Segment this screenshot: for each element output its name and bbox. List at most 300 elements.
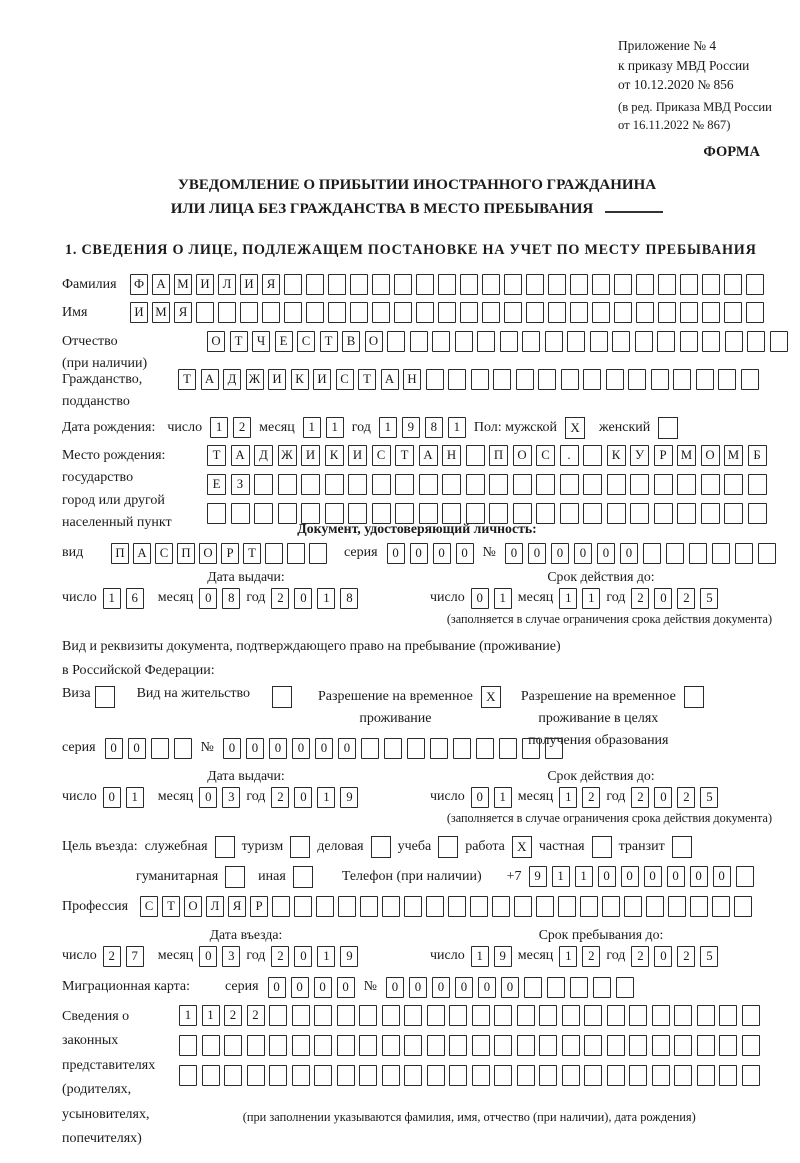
char-box[interactable]: О: [184, 896, 202, 917]
char-box[interactable]: Д: [223, 369, 241, 390]
char-box[interactable]: 0: [598, 866, 616, 887]
char-box[interactable]: Т: [162, 896, 180, 917]
char-box[interactable]: 0: [199, 787, 217, 808]
char-box[interactable]: 1: [103, 588, 121, 609]
char-box[interactable]: 0: [128, 738, 146, 759]
char-box[interactable]: [570, 302, 588, 323]
char-box[interactable]: [570, 274, 588, 295]
char-box[interactable]: 1: [471, 946, 489, 967]
char-box[interactable]: [262, 302, 280, 323]
representatives-boxes-line3[interactable]: [179, 1065, 760, 1086]
char-box[interactable]: [360, 896, 378, 917]
char-box[interactable]: 0: [338, 738, 356, 759]
char-box[interactable]: [680, 274, 698, 295]
char-box[interactable]: [247, 1035, 265, 1056]
char-box[interactable]: [224, 1035, 242, 1056]
char-box[interactable]: [741, 369, 759, 390]
char-box[interactable]: [651, 369, 669, 390]
char-box[interactable]: [770, 331, 788, 352]
char-box[interactable]: 1: [559, 787, 577, 808]
char-box[interactable]: [612, 331, 630, 352]
char-box[interactable]: А: [133, 543, 151, 564]
purpose-other-checkbox[interactable]: [293, 866, 313, 888]
char-box[interactable]: Л: [218, 274, 236, 295]
char-box[interactable]: [583, 474, 602, 495]
char-box[interactable]: 1: [317, 787, 335, 808]
char-box[interactable]: [689, 543, 707, 564]
char-box[interactable]: У: [630, 445, 649, 466]
char-box[interactable]: О: [701, 445, 720, 466]
char-box[interactable]: 2: [271, 946, 289, 967]
char-box[interactable]: 0: [199, 946, 217, 967]
char-box[interactable]: 3: [222, 787, 240, 808]
char-box[interactable]: 0: [597, 543, 615, 564]
char-box[interactable]: [350, 302, 368, 323]
char-box[interactable]: 9: [402, 417, 420, 438]
profession-boxes[interactable]: [140, 896, 752, 917]
char-box[interactable]: [560, 474, 579, 495]
migration-number-boxes[interactable]: [386, 977, 634, 998]
char-box[interactable]: [314, 1035, 332, 1056]
char-box[interactable]: М: [724, 445, 743, 466]
char-box[interactable]: [432, 331, 450, 352]
char-box[interactable]: [526, 274, 544, 295]
char-box[interactable]: Т: [358, 369, 376, 390]
char-box[interactable]: 0: [105, 738, 123, 759]
char-box[interactable]: 2: [103, 946, 121, 967]
char-box[interactable]: [630, 474, 649, 495]
char-box[interactable]: [701, 503, 720, 524]
temp-residence-checkbox[interactable]: X: [481, 686, 501, 708]
char-box[interactable]: [746, 274, 764, 295]
char-box[interactable]: [629, 1005, 647, 1026]
char-box[interactable]: [668, 896, 686, 917]
char-box[interactable]: [643, 543, 661, 564]
stay-month-boxes[interactable]: [559, 946, 600, 967]
char-box[interactable]: [606, 369, 624, 390]
char-box[interactable]: [448, 896, 466, 917]
char-box[interactable]: [562, 1035, 580, 1056]
char-box[interactable]: [287, 543, 305, 564]
char-box[interactable]: 1: [559, 588, 577, 609]
residence-number-boxes[interactable]: [223, 738, 563, 759]
char-box[interactable]: [680, 302, 698, 323]
char-box[interactable]: [202, 1035, 220, 1056]
char-box[interactable]: [348, 474, 367, 495]
char-box[interactable]: И: [313, 369, 331, 390]
char-box[interactable]: [489, 474, 508, 495]
char-box[interactable]: [218, 302, 236, 323]
char-box[interactable]: [477, 331, 495, 352]
char-box[interactable]: 8: [222, 588, 240, 609]
char-box[interactable]: [328, 274, 346, 295]
char-box[interactable]: [514, 896, 532, 917]
char-box[interactable]: 9: [340, 946, 358, 967]
char-box[interactable]: [748, 474, 767, 495]
char-box[interactable]: И: [196, 274, 214, 295]
char-box[interactable]: [517, 1035, 535, 1056]
char-box[interactable]: [494, 1005, 512, 1026]
char-box[interactable]: Б: [748, 445, 767, 466]
char-box[interactable]: [724, 302, 742, 323]
char-box[interactable]: 0: [501, 977, 519, 998]
char-box[interactable]: 1: [317, 588, 335, 609]
char-box[interactable]: [306, 302, 324, 323]
char-box[interactable]: [636, 302, 654, 323]
char-box[interactable]: 0: [291, 977, 309, 998]
char-box[interactable]: 0: [644, 866, 662, 887]
char-box[interactable]: [472, 1065, 490, 1086]
char-box[interactable]: [151, 738, 169, 759]
char-box[interactable]: [455, 331, 473, 352]
birth-day-boxes[interactable]: [210, 417, 251, 438]
char-box[interactable]: [674, 1065, 692, 1086]
char-box[interactable]: [712, 896, 730, 917]
char-box[interactable]: 1: [494, 588, 512, 609]
char-box[interactable]: [548, 302, 566, 323]
char-box[interactable]: [545, 331, 563, 352]
birth-place-boxes-line2[interactable]: [207, 474, 767, 495]
char-box[interactable]: [449, 1035, 467, 1056]
char-box[interactable]: [309, 543, 327, 564]
identity-valid-day-boxes[interactable]: [471, 588, 512, 609]
char-box[interactable]: [630, 503, 649, 524]
char-box[interactable]: [677, 474, 696, 495]
char-box[interactable]: [504, 274, 522, 295]
char-box[interactable]: 1: [179, 1005, 197, 1026]
char-box[interactable]: [616, 977, 634, 998]
doc-number-boxes[interactable]: [505, 543, 776, 564]
char-box[interactable]: [404, 1035, 422, 1056]
char-box[interactable]: [646, 896, 664, 917]
char-box[interactable]: [680, 331, 698, 352]
char-box[interactable]: 0: [574, 543, 592, 564]
char-box[interactable]: [292, 1035, 310, 1056]
char-box[interactable]: [382, 1035, 400, 1056]
char-box[interactable]: [548, 274, 566, 295]
char-box[interactable]: [407, 738, 425, 759]
char-box[interactable]: [404, 1005, 422, 1026]
char-box[interactable]: С: [336, 369, 354, 390]
char-box[interactable]: [513, 474, 532, 495]
char-box[interactable]: [314, 1005, 332, 1026]
char-box[interactable]: [504, 302, 522, 323]
char-box[interactable]: [254, 474, 273, 495]
char-box[interactable]: [384, 738, 402, 759]
char-box[interactable]: 2: [631, 588, 649, 609]
char-box[interactable]: [466, 445, 485, 466]
char-box[interactable]: [697, 1005, 715, 1026]
char-box[interactable]: 0: [667, 866, 685, 887]
char-box[interactable]: [466, 474, 485, 495]
char-box[interactable]: 0: [292, 738, 310, 759]
char-box[interactable]: [516, 369, 534, 390]
char-box[interactable]: С: [297, 331, 315, 352]
char-box[interactable]: [677, 503, 696, 524]
char-box[interactable]: [470, 896, 488, 917]
char-box[interactable]: [328, 302, 346, 323]
char-box[interactable]: [404, 896, 422, 917]
char-box[interactable]: А: [381, 369, 399, 390]
residence-series-boxes[interactable]: [105, 738, 192, 759]
char-box[interactable]: [742, 1035, 760, 1056]
char-box[interactable]: Н: [442, 445, 461, 466]
char-box[interactable]: [580, 896, 598, 917]
char-box[interactable]: [652, 1065, 670, 1086]
char-box[interactable]: 5: [700, 787, 718, 808]
char-box[interactable]: 0: [294, 588, 312, 609]
char-box[interactable]: Ч: [252, 331, 270, 352]
char-box[interactable]: 2: [233, 417, 251, 438]
char-box[interactable]: О: [207, 331, 225, 352]
char-box[interactable]: [736, 866, 754, 887]
char-box[interactable]: [584, 1005, 602, 1026]
char-box[interactable]: Е: [207, 474, 226, 495]
char-box[interactable]: [697, 1035, 715, 1056]
char-box[interactable]: Ж: [278, 445, 297, 466]
char-box[interactable]: [583, 503, 602, 524]
residence-valid-year-boxes[interactable]: [631, 787, 718, 808]
char-box[interactable]: [301, 474, 320, 495]
char-box[interactable]: [359, 1065, 377, 1086]
char-box[interactable]: [628, 369, 646, 390]
char-box[interactable]: К: [325, 445, 344, 466]
char-box[interactable]: 0: [471, 787, 489, 808]
char-box[interactable]: 0: [713, 866, 731, 887]
char-box[interactable]: [590, 331, 608, 352]
residence-issue-year-boxes[interactable]: [271, 787, 358, 808]
char-box[interactable]: [337, 1005, 355, 1026]
char-box[interactable]: 8: [425, 417, 443, 438]
char-box[interactable]: [742, 1065, 760, 1086]
char-box[interactable]: С: [140, 896, 158, 917]
char-box[interactable]: [725, 331, 743, 352]
char-box[interactable]: [536, 474, 555, 495]
char-box[interactable]: 1: [303, 417, 321, 438]
identity-valid-month-boxes[interactable]: [559, 588, 600, 609]
char-box[interactable]: [460, 302, 478, 323]
char-box[interactable]: К: [291, 369, 309, 390]
char-box[interactable]: 2: [677, 588, 695, 609]
char-box[interactable]: [430, 738, 448, 759]
char-box[interactable]: [746, 302, 764, 323]
char-box[interactable]: 0: [199, 588, 217, 609]
char-box[interactable]: П: [177, 543, 195, 564]
char-box[interactable]: [561, 369, 579, 390]
char-box[interactable]: [517, 1005, 535, 1026]
char-box[interactable]: [460, 274, 478, 295]
char-box[interactable]: [471, 369, 489, 390]
char-box[interactable]: [584, 1035, 602, 1056]
char-box[interactable]: С: [536, 445, 555, 466]
char-box[interactable]: [372, 474, 391, 495]
char-box[interactable]: [394, 274, 412, 295]
char-box[interactable]: [278, 474, 297, 495]
char-box[interactable]: [636, 274, 654, 295]
char-box[interactable]: [758, 543, 776, 564]
char-box[interactable]: Н: [403, 369, 421, 390]
char-box[interactable]: [224, 1065, 242, 1086]
char-box[interactable]: [438, 302, 456, 323]
char-box[interactable]: И: [268, 369, 286, 390]
char-box[interactable]: [174, 738, 192, 759]
char-box[interactable]: [536, 896, 554, 917]
char-box[interactable]: 0: [654, 946, 672, 967]
char-box[interactable]: [404, 1065, 422, 1086]
char-box[interactable]: А: [152, 274, 170, 295]
char-box[interactable]: [372, 274, 390, 295]
char-box[interactable]: [607, 1065, 625, 1086]
char-box[interactable]: [742, 1005, 760, 1026]
char-box[interactable]: Е: [275, 331, 293, 352]
char-box[interactable]: 0: [103, 787, 121, 808]
char-box[interactable]: 1: [582, 588, 600, 609]
char-box[interactable]: [419, 474, 438, 495]
phone-boxes[interactable]: [529, 866, 754, 887]
char-box[interactable]: [724, 503, 743, 524]
char-box[interactable]: [394, 302, 412, 323]
char-box[interactable]: 1: [575, 866, 593, 887]
char-box[interactable]: [294, 896, 312, 917]
char-box[interactable]: 8: [340, 588, 358, 609]
char-box[interactable]: Я: [174, 302, 192, 323]
char-box[interactable]: [316, 896, 334, 917]
citizenship-boxes[interactable]: [178, 369, 759, 390]
residence-issue-month-boxes[interactable]: [199, 787, 240, 808]
representatives-boxes-line1[interactable]: [179, 1005, 760, 1026]
char-box[interactable]: .: [560, 445, 579, 466]
char-box[interactable]: [602, 896, 620, 917]
char-box[interactable]: [314, 1065, 332, 1086]
char-box[interactable]: Р: [250, 896, 268, 917]
char-box[interactable]: [545, 738, 563, 759]
char-box[interactable]: 0: [455, 977, 473, 998]
char-box[interactable]: [272, 896, 290, 917]
char-box[interactable]: Т: [178, 369, 196, 390]
char-box[interactable]: [254, 503, 273, 524]
char-box[interactable]: [524, 977, 542, 998]
male-checkbox[interactable]: X: [565, 417, 585, 439]
char-box[interactable]: [427, 1035, 445, 1056]
char-box[interactable]: [426, 896, 444, 917]
birth-year-boxes[interactable]: [379, 417, 466, 438]
surname-boxes[interactable]: [130, 274, 764, 295]
char-box[interactable]: [494, 1065, 512, 1086]
char-box[interactable]: 0: [690, 866, 708, 887]
birth-place-boxes-line1[interactable]: [207, 445, 767, 466]
purpose-official-checkbox[interactable]: [215, 836, 235, 858]
char-box[interactable]: [690, 896, 708, 917]
char-box[interactable]: [652, 1035, 670, 1056]
char-box[interactable]: П: [489, 445, 508, 466]
char-box[interactable]: 0: [410, 543, 428, 564]
char-box[interactable]: [492, 896, 510, 917]
char-box[interactable]: [284, 302, 302, 323]
char-box[interactable]: [522, 331, 540, 352]
char-box[interactable]: [337, 1035, 355, 1056]
char-box[interactable]: [629, 1035, 647, 1056]
char-box[interactable]: 0: [268, 977, 286, 998]
char-box[interactable]: 2: [677, 787, 695, 808]
char-box[interactable]: 0: [478, 977, 496, 998]
female-checkbox[interactable]: [658, 417, 678, 439]
char-box[interactable]: Т: [207, 445, 226, 466]
char-box[interactable]: [584, 1065, 602, 1086]
char-box[interactable]: [562, 1005, 580, 1026]
residence-permit-checkbox[interactable]: [272, 686, 292, 708]
entry-year-boxes[interactable]: [271, 946, 358, 967]
char-box[interactable]: 0: [294, 787, 312, 808]
char-box[interactable]: [338, 896, 356, 917]
char-box[interactable]: В: [342, 331, 360, 352]
char-box[interactable]: [702, 302, 720, 323]
char-box[interactable]: [547, 977, 565, 998]
char-box[interactable]: [747, 331, 765, 352]
char-box[interactable]: [494, 1035, 512, 1056]
char-box[interactable]: И: [301, 445, 320, 466]
char-box[interactable]: [493, 369, 511, 390]
char-box[interactable]: М: [677, 445, 696, 466]
char-box[interactable]: 2: [677, 946, 695, 967]
entry-month-boxes[interactable]: [199, 946, 240, 967]
char-box[interactable]: 0: [337, 977, 355, 998]
char-box[interactable]: [719, 1065, 737, 1086]
char-box[interactable]: [712, 543, 730, 564]
char-box[interactable]: С: [372, 445, 391, 466]
char-box[interactable]: [614, 274, 632, 295]
char-box[interactable]: 0: [654, 787, 672, 808]
char-box[interactable]: 0: [456, 543, 474, 564]
identity-valid-year-boxes[interactable]: [631, 588, 718, 609]
char-box[interactable]: 0: [315, 738, 333, 759]
char-box[interactable]: [539, 1035, 557, 1056]
char-box[interactable]: 2: [582, 946, 600, 967]
char-box[interactable]: Т: [243, 543, 261, 564]
char-box[interactable]: [179, 1065, 197, 1086]
char-box[interactable]: [306, 274, 324, 295]
char-box[interactable]: [701, 474, 720, 495]
char-box[interactable]: И: [240, 274, 258, 295]
char-box[interactable]: Р: [654, 445, 673, 466]
entry-day-boxes[interactable]: [103, 946, 144, 967]
char-box[interactable]: А: [201, 369, 219, 390]
char-box[interactable]: [292, 1065, 310, 1086]
char-box[interactable]: 0: [654, 588, 672, 609]
char-box[interactable]: [442, 474, 461, 495]
residence-valid-day-boxes[interactable]: [471, 787, 512, 808]
char-box[interactable]: [416, 302, 434, 323]
char-box[interactable]: [196, 302, 214, 323]
purpose-tourism-checkbox[interactable]: [290, 836, 310, 858]
char-box[interactable]: [240, 302, 258, 323]
char-box[interactable]: 0: [387, 543, 405, 564]
char-box[interactable]: [179, 1035, 197, 1056]
char-box[interactable]: 5: [700, 588, 718, 609]
char-box[interactable]: [387, 331, 405, 352]
char-box[interactable]: 0: [471, 588, 489, 609]
char-box[interactable]: [734, 896, 752, 917]
char-box[interactable]: [674, 1035, 692, 1056]
char-box[interactable]: [359, 1005, 377, 1026]
char-box[interactable]: [416, 274, 434, 295]
char-box[interactable]: Д: [254, 445, 273, 466]
migration-series-boxes[interactable]: [268, 977, 355, 998]
identity-issue-year-boxes[interactable]: [271, 588, 358, 609]
char-box[interactable]: 1: [379, 417, 397, 438]
char-box[interactable]: 9: [340, 787, 358, 808]
char-box[interactable]: [719, 1005, 737, 1026]
char-box[interactable]: 0: [409, 977, 427, 998]
